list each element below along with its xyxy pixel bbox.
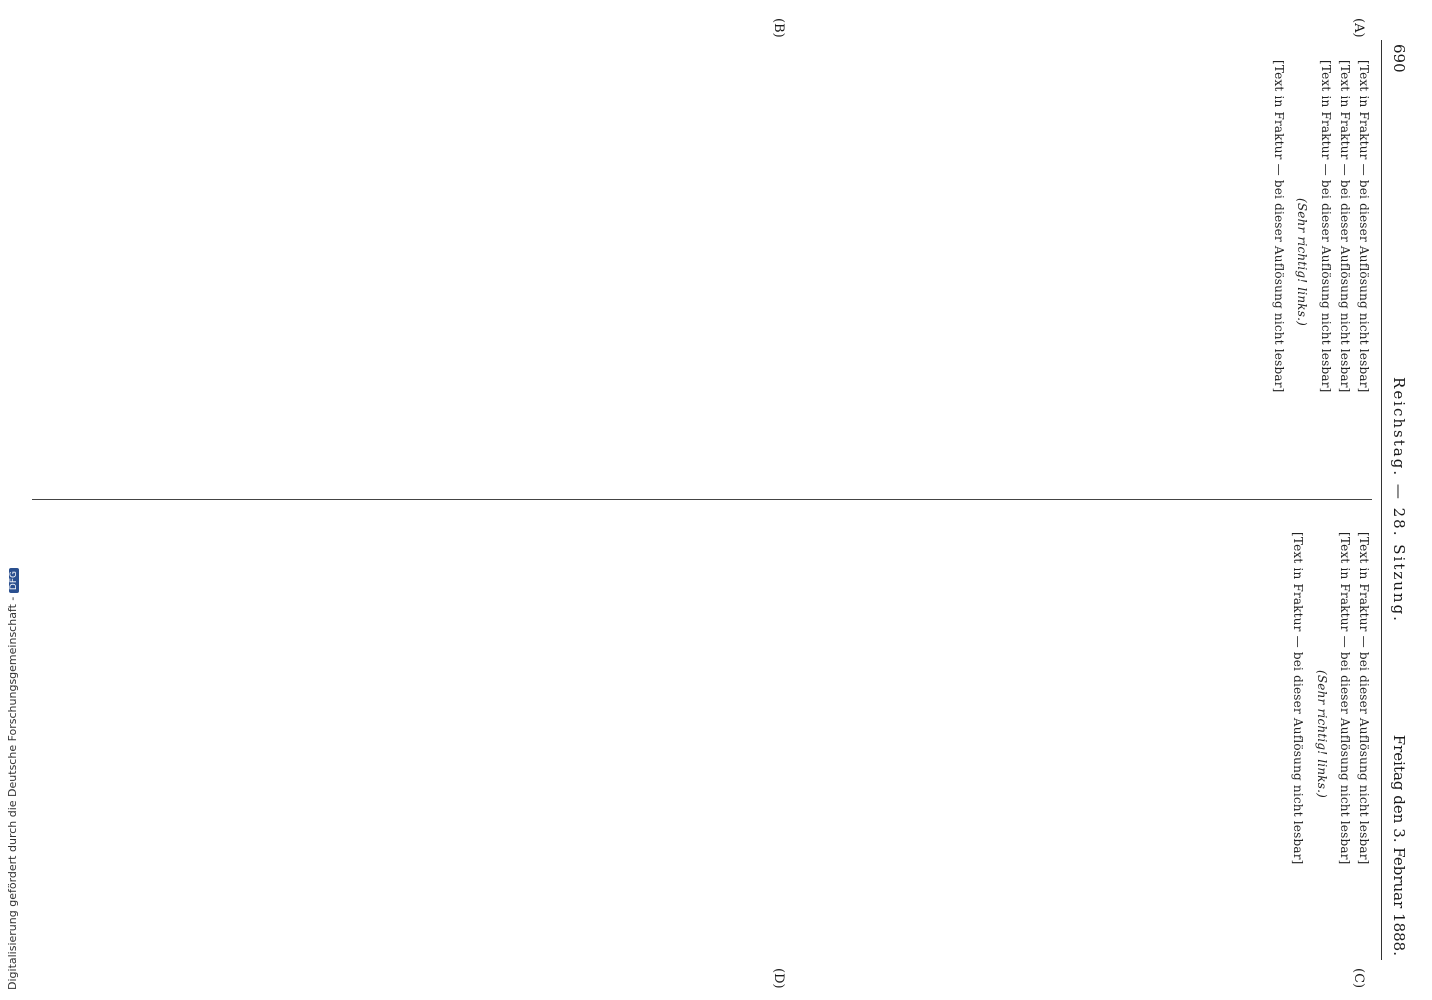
page-header bbox=[1381, 40, 1416, 960]
digitization-credit bbox=[6, 0, 22, 990]
right-paragraph-1: [Text in Fraktur — bei dieser Auflösung nicht lesbar] bbox=[1357, 532, 1371, 865]
left-paragraph-2: [Text in Fraktur — bei dieser Auflösung nicht lesbar] bbox=[1337, 60, 1352, 393]
margin-marker-b: (B) bbox=[771, 18, 786, 38]
page-date: Freitag den 3. Februar 1888. bbox=[1390, 734, 1408, 956]
right-column bbox=[32, 518, 1372, 950]
margin-marker-d: (D) bbox=[771, 968, 786, 989]
left-interjection: (Sehr richtig! links.) bbox=[1295, 197, 1310, 326]
right-paragraph-3: [Text in Fraktur — bei dieser Auflösung nicht lesbar] bbox=[1291, 532, 1306, 865]
right-interjection: (Sehr richtig! links.) bbox=[1314, 669, 1329, 798]
page-number: 690 bbox=[1390, 44, 1408, 73]
column-divider bbox=[32, 499, 1372, 500]
dfg-logo-badge: DFG bbox=[9, 568, 19, 593]
left-paragraph-1: [Text in Fraktur — bei dieser Auflösung nicht lesbar] bbox=[1357, 60, 1371, 393]
left-paragraph-3: [Text in Fraktur — bei dieser Auflösung nicht lesbar] bbox=[1318, 60, 1333, 393]
left-paragraph-4: [Text in Fraktur — bei dieser Auflösung nicht lesbar] bbox=[1272, 60, 1287, 393]
margin-marker-c: (C) bbox=[1351, 968, 1366, 989]
scanned-page bbox=[16, 18, 1416, 989]
left-column bbox=[32, 46, 1372, 478]
page-title: Reichstag. — 28. Sitzung. bbox=[1390, 377, 1408, 623]
credit-text: Digitalisierung gefördert durch die Deutsche Forschungsgemeinschaft - bbox=[6, 596, 19, 990]
right-paragraph-2: [Text in Fraktur — bei dieser Auflösung nicht lesbar] bbox=[1337, 532, 1352, 865]
margin-marker-a: (A) bbox=[1351, 18, 1366, 38]
